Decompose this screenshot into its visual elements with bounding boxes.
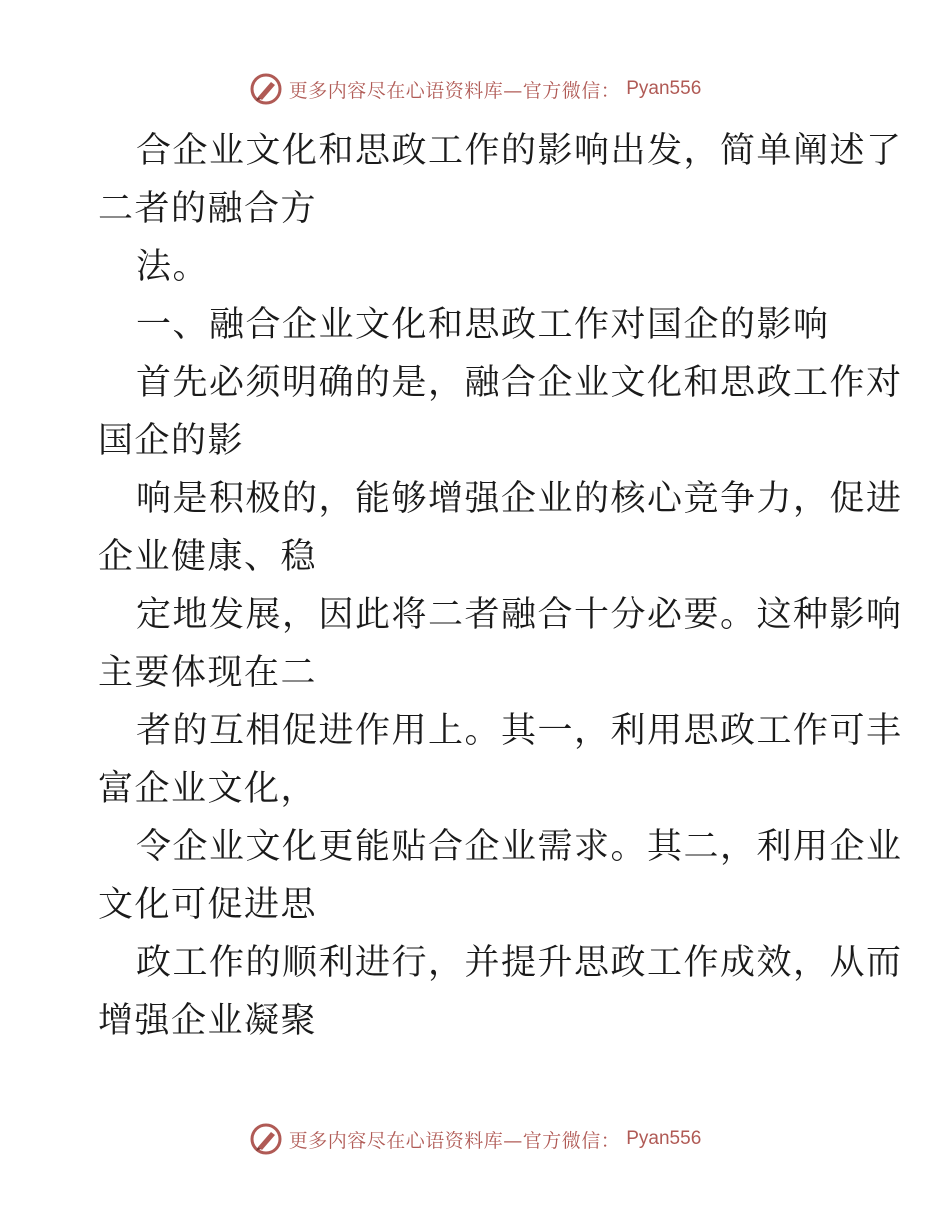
text-line: 响是积极的，能够增强企业的核心竞争力，促进 (136, 479, 903, 519)
text-line: 增强企业凝聚 (98, 1001, 318, 1041)
text-line: 文化可促进思 (98, 885, 318, 925)
text-line: 首先必须明确的是，融合企业文化和思政工作对 (136, 363, 903, 403)
section-heading: 一、融合企业文化和思政工作对国企的影响 (136, 305, 830, 345)
document-body (98, 122, 903, 1050)
watermark-text: 更多内容尽在心语资料库—官方微信： (288, 1129, 621, 1152)
watermark-id: Pyan556 (626, 78, 702, 99)
text-line: 者的互相促进作用上。其一，利用思政工作可丰 (136, 711, 903, 751)
text-line: 合企业文化和思政工作的影响出发，简单阐述了 (136, 131, 903, 171)
text-line: 定地发展，因此将二者融合十分必要。这种影响 (136, 595, 903, 635)
pen-logo-icon (249, 72, 283, 106)
watermark-id: Pyan556 (626, 1128, 702, 1149)
text-line: 二者的融合方 (98, 189, 318, 229)
watermark-text: 更多内容尽在心语资料库—官方微信： (288, 79, 621, 102)
header-watermark (0, 72, 950, 106)
text-line: 企业健康、稳 (98, 537, 318, 577)
text-line: 主要体现在二 (98, 653, 318, 693)
text-line: 政工作的顺利进行，并提升思政工作成效，从而 (136, 943, 903, 983)
text-line: 令企业文化更能贴合企业需求。其二，利用企业 (136, 827, 903, 867)
text-line: 国企的影 (98, 421, 245, 461)
footer-watermark (0, 1122, 950, 1156)
pen-logo-icon (249, 1122, 283, 1156)
text-line: 富企业文化， (98, 769, 318, 809)
text-line: 法。 (136, 247, 210, 287)
